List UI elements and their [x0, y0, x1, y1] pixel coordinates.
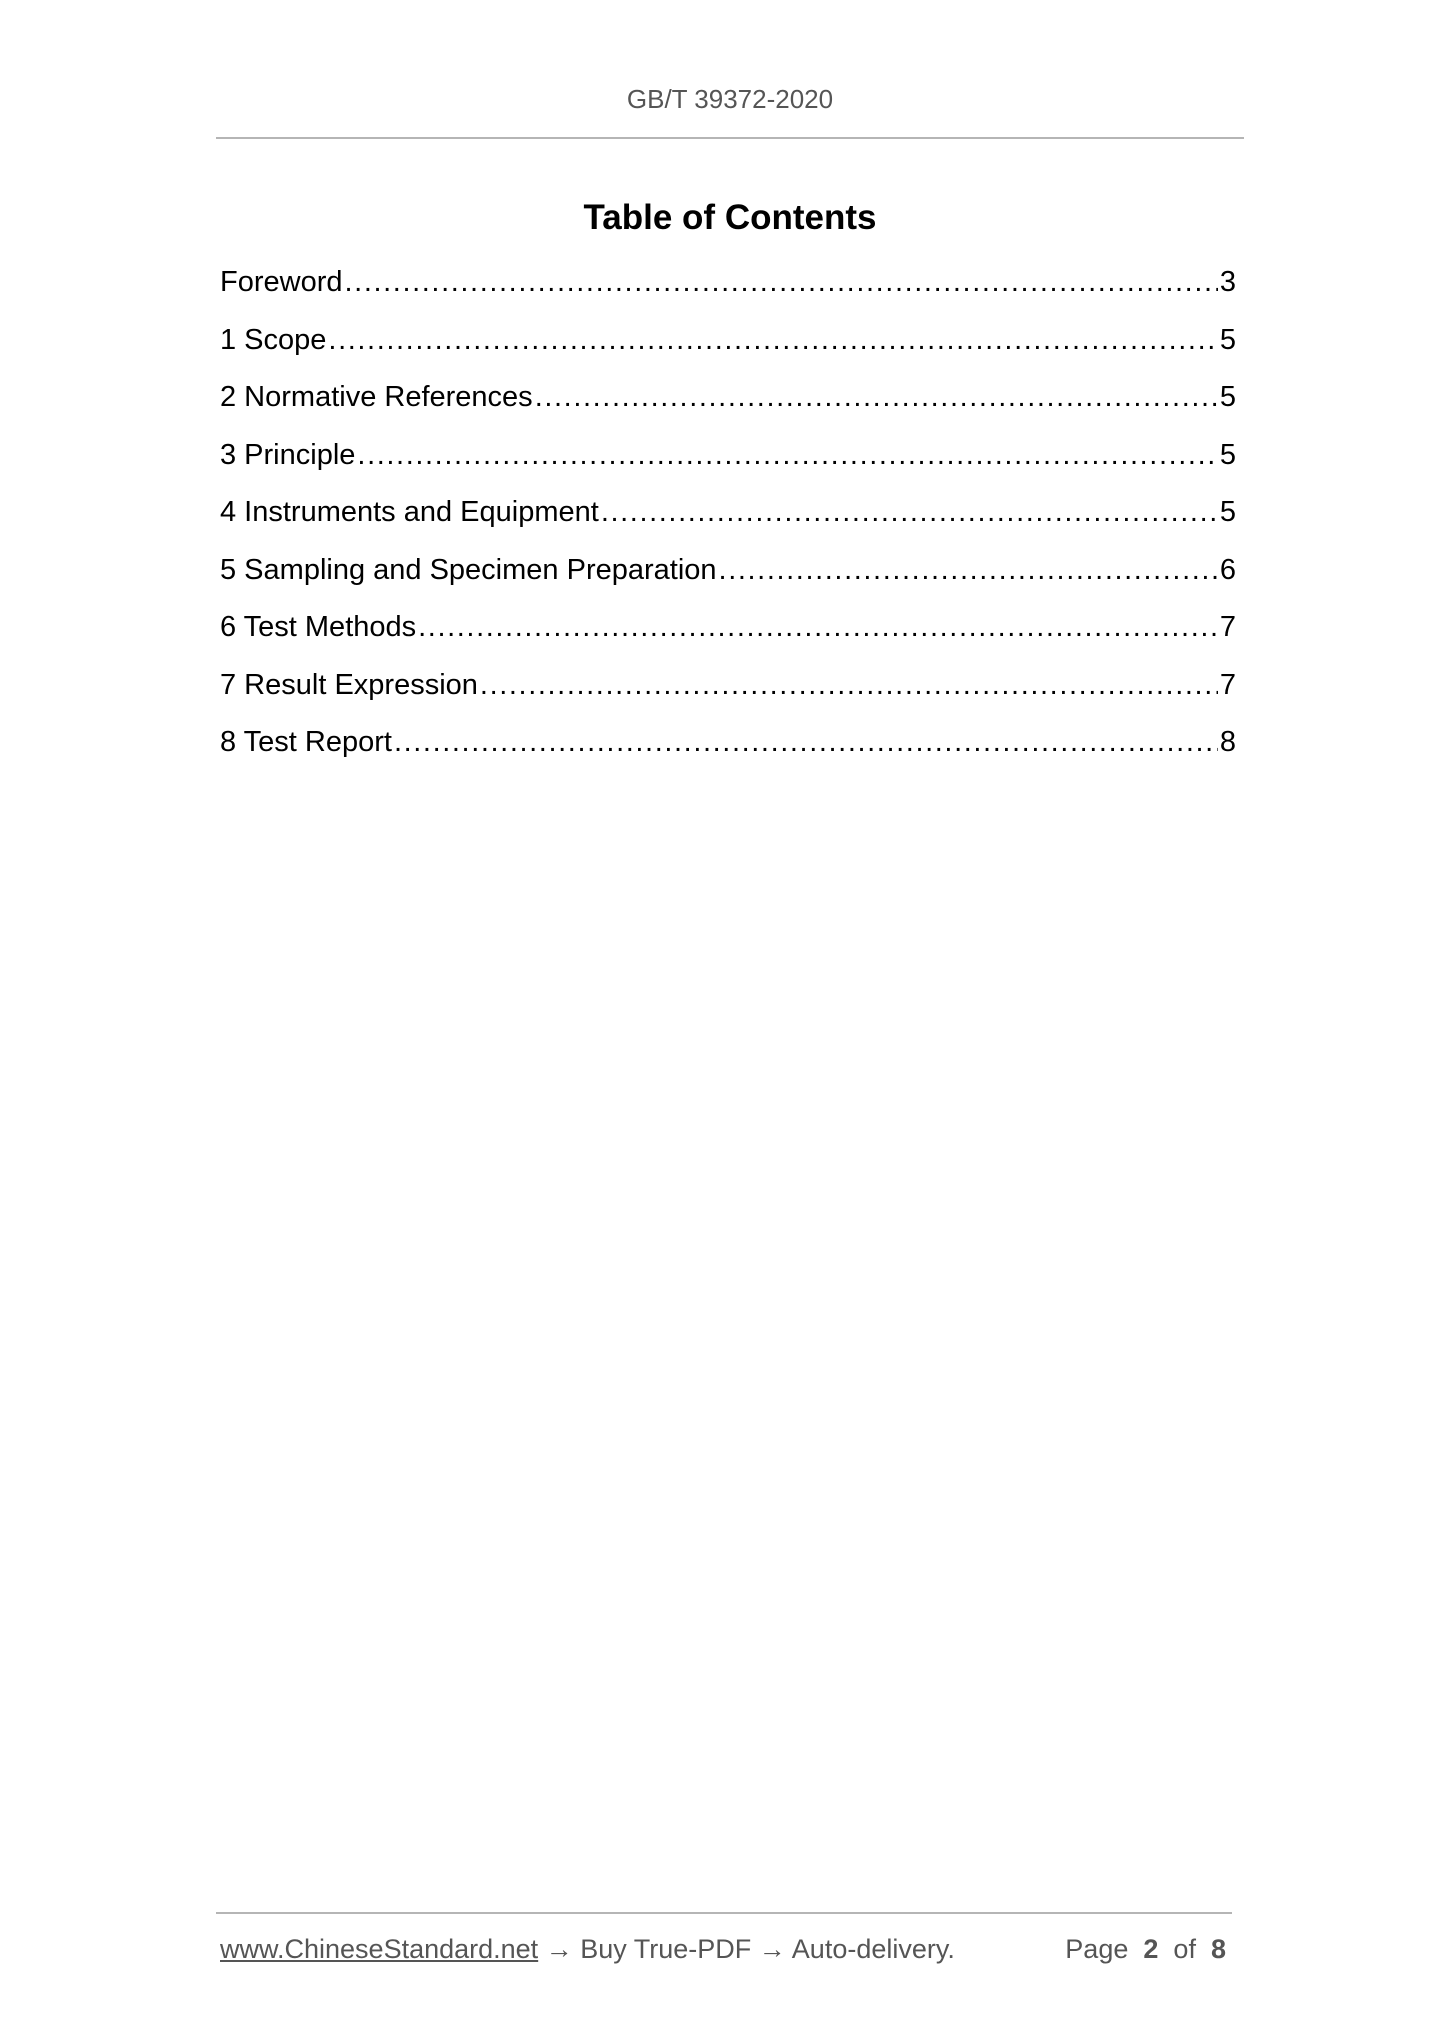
toc-entry-page: 7: [1219, 611, 1236, 643]
toc-entry-page: 8: [1219, 726, 1236, 758]
footer-divider: [216, 1912, 1232, 1914]
toc-entry-label: 4 Instruments and Equipment: [220, 496, 599, 528]
toc-dot-leader: [357, 439, 1217, 472]
toc-entry-foreword[interactable]: [220, 266, 1236, 324]
total-pages-number: 8: [1210, 1934, 1226, 1964]
toc-entry-page: 5: [1219, 323, 1236, 356]
header-divider: [216, 137, 1244, 139]
arrow-right-icon: →: [758, 1934, 786, 1964]
toc-dot-leader: [394, 726, 1218, 759]
toc-title: Table of Contents: [583, 198, 877, 237]
toc-entry-result-expression[interactable]: [220, 669, 1236, 727]
of-word: of: [1173, 1934, 1196, 1964]
current-page-number: 2: [1143, 1934, 1159, 1964]
toc-entry-instruments-and-equipment[interactable]: [220, 496, 1236, 554]
toc-entry-sampling-and-specimen-preparation[interactable]: [220, 554, 1236, 612]
toc-entry-label: 5 Sampling and Specimen Preparation: [220, 553, 717, 586]
footer-promo: [220, 1934, 955, 1965]
toc-entry-page: 6: [1219, 553, 1236, 586]
toc-entry-principle[interactable]: [220, 439, 1236, 497]
toc-dot-leader: [719, 554, 1218, 587]
toc-dot-leader: [480, 669, 1218, 702]
toc-dot-leader: [418, 611, 1218, 644]
toc-entry-page: 5: [1219, 438, 1236, 471]
toc-entry-label: 3 Principle: [220, 438, 356, 471]
table-of-contents: [220, 266, 1236, 784]
toc-entry-test-methods[interactable]: [220, 611, 1236, 669]
toc-entry-label: 2 Normative References: [220, 381, 533, 413]
toc-entry-page: 3: [1219, 266, 1236, 298]
toc-entry-label: 8 Test Report: [220, 726, 392, 758]
footer-buy-text: Buy True-PDF: [580, 1934, 752, 1964]
toc-entry-page: 7: [1219, 668, 1236, 701]
toc-entry-page: 5: [1219, 496, 1236, 528]
toc-entry-label: 1 Scope: [220, 323, 327, 356]
page-word: Page: [1065, 1934, 1129, 1964]
website-link[interactable]: www.ChineseStandard.net: [220, 1934, 539, 1964]
page-indicator: [1065, 1934, 1226, 1965]
page-header-doc-id: GB/T 39372-2020: [626, 84, 834, 114]
footer-delivery-text: Auto-delivery.: [791, 1934, 955, 1964]
toc-dot-leader: [601, 496, 1218, 529]
toc-dot-leader: [328, 324, 1217, 357]
toc-entry-label: Foreword: [220, 266, 343, 298]
toc-entry-label: 7 Result Expression: [220, 668, 478, 701]
toc-entry-normative-references[interactable]: [220, 381, 1236, 439]
toc-entry-page: 5: [1219, 381, 1236, 413]
page-footer: [220, 1934, 1232, 1970]
toc-entry-label: 6 Test Methods: [220, 611, 417, 643]
toc-entry-test-report[interactable]: [220, 726, 1236, 784]
arrow-right-icon: →: [545, 1934, 573, 1964]
toc-dot-leader: [345, 266, 1218, 299]
toc-entry-scope[interactable]: [220, 324, 1236, 382]
toc-dot-leader: [535, 381, 1218, 414]
